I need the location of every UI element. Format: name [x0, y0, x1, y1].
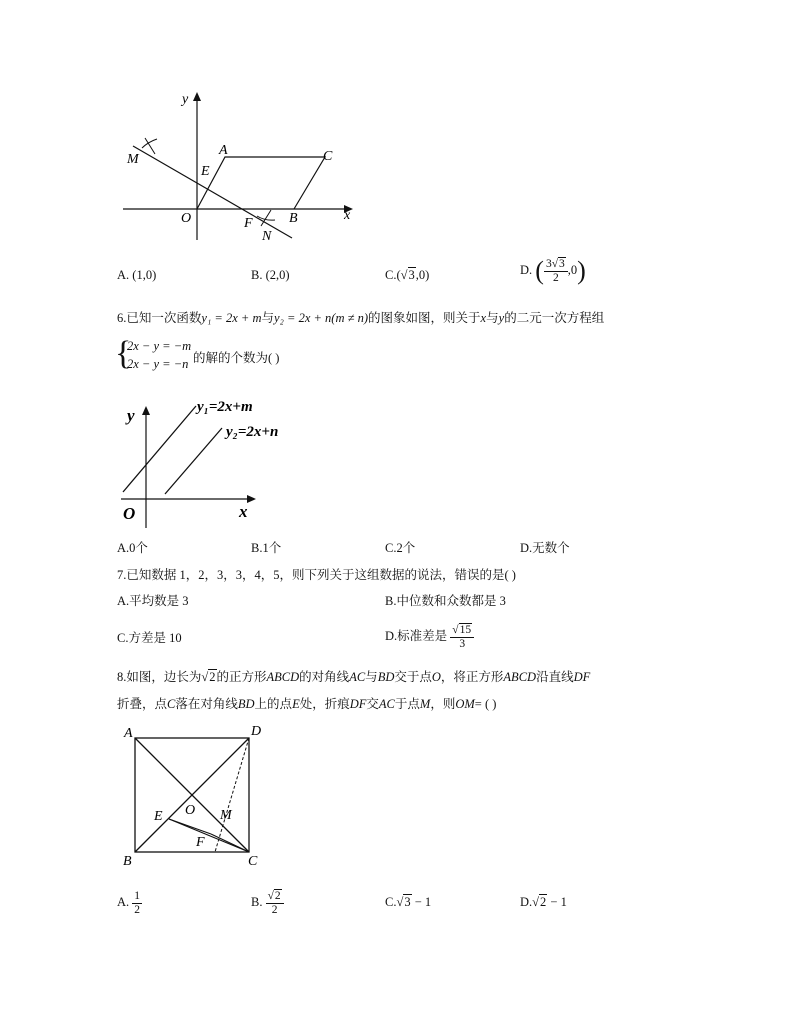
frac-root: 3 — [559, 257, 565, 270]
q5-option-c: C.(√3,0) — [385, 268, 430, 282]
label-m: M — [127, 152, 139, 167]
option-value: 1个 — [262, 541, 282, 555]
label-m: M — [220, 808, 232, 823]
q6-option-d — [520, 540, 570, 556]
label-b: B — [289, 211, 298, 226]
frac-den: 2 — [271, 903, 278, 916]
label-x: x — [344, 208, 351, 223]
y-axis-arrow — [142, 406, 150, 415]
system-eq-1: 2x − y = −m — [127, 339, 192, 353]
q8-stem-line1: 8.如图，边长为√2的正方形ABCD的对角线AC与BD交于点O，将正方形ABCD沿直线DF — [117, 670, 591, 684]
stem-text: 处，折痕 — [299, 697, 350, 711]
q5-figure — [115, 88, 365, 248]
equation-y2: y₂ = 2x + n(m ≠ n) — [274, 311, 369, 325]
label-o: O — [181, 211, 192, 226]
option-letter: B. — [251, 268, 263, 282]
x-axis-arrow — [247, 495, 256, 503]
option-fraction: $\frac{√2}{2}$ — [266, 890, 284, 917]
q6-stem-line1 — [117, 310, 604, 326]
q8-option-b — [251, 886, 284, 918]
q8-stem-line2 — [117, 696, 496, 712]
label-line1: y₁=2x+m — [197, 399, 253, 415]
line-df: DF — [349, 697, 367, 711]
q6-option-b — [251, 540, 281, 556]
option-letter: D. — [520, 541, 533, 555]
option-value: 无数个 — [532, 541, 570, 555]
label-b: B — [123, 854, 132, 869]
option-fraction — [132, 890, 142, 917]
option-letter: C. — [117, 631, 129, 645]
q5-option-d: D. ( $\frac{3√3}{2}$ ,0) — [520, 256, 586, 286]
line-y2 — [165, 428, 222, 494]
option-value: 方差是 10 — [128, 631, 182, 645]
stem-text: 与 — [261, 311, 274, 325]
system-tail: 的解的个数为( ) — [193, 351, 280, 365]
frac-root: 2 — [274, 889, 281, 902]
stem-text: 交 — [366, 697, 379, 711]
label-c: C — [248, 854, 258, 869]
system-eq-2: 2x − y = −n — [127, 357, 189, 371]
stem-root: 2 — [209, 670, 216, 684]
q8-option-c: C.√3 − 1 — [385, 895, 432, 909]
option-letter: D. — [520, 895, 533, 909]
square-name: ABCD — [266, 670, 300, 684]
stem-text: 沿直线 — [536, 670, 574, 684]
option-letter: B. — [385, 594, 397, 608]
var-x: x — [480, 311, 487, 325]
option-letter: A. — [117, 268, 130, 282]
option-value: 平均数是 3 — [129, 594, 189, 608]
q5-option-a — [117, 267, 156, 283]
label-n: N — [262, 229, 272, 244]
equation-y1: y₁ = 2x + m — [201, 311, 262, 325]
stem-text: 已知一次函数 — [126, 311, 202, 325]
option-value: 0个 — [129, 541, 148, 555]
line-mn — [133, 146, 292, 238]
option-fraction: $\frac{3√3}{2}$ — [544, 258, 568, 285]
option-rest: ,0) — [415, 268, 430, 282]
q7-option-b — [385, 593, 506, 609]
stem-text: 的图象如图，则关于 — [368, 311, 481, 325]
q6-option-a — [117, 540, 148, 556]
frac-den: 2 — [552, 271, 559, 284]
option-letter: A. — [117, 541, 130, 555]
option-root: 3 — [404, 895, 411, 909]
stem-text: = ( ) — [474, 697, 497, 711]
stem-text: 于点 — [394, 697, 420, 711]
stem-text: 落在对角线 — [175, 697, 238, 711]
system-brace: { — [115, 335, 132, 372]
option-letter: A. — [117, 895, 130, 909]
stem-text: ，则 — [430, 697, 456, 711]
option-letter: B. — [251, 895, 263, 909]
option-fraction: $\frac{√15}{3}$ — [450, 624, 474, 651]
option-letter: D. — [385, 629, 398, 643]
option-value: 标准差是 — [397, 629, 448, 643]
y-axis-arrow — [193, 92, 201, 101]
label-f: F — [244, 216, 253, 231]
label-c: C — [323, 149, 333, 164]
option-letter: A. — [117, 594, 130, 608]
label-y: y — [182, 92, 189, 107]
stem-text: ，将正方形 — [440, 670, 504, 684]
point-c: C — [167, 697, 176, 711]
label-origin: O — [123, 504, 136, 523]
q7-option-c — [117, 630, 182, 646]
segment-bd: BD — [377, 670, 395, 684]
stem-text: 与 — [486, 311, 499, 325]
stem-text: 与 — [365, 670, 378, 684]
point-o: O — [431, 670, 441, 684]
stem-text: 折叠，点 — [117, 697, 168, 711]
stem-text: 的二元一次方程组 — [504, 311, 605, 325]
label-d: D — [251, 724, 262, 739]
q6-graph — [115, 393, 315, 533]
option-value: (2,0) — [265, 268, 290, 282]
parallelogram-oacb — [197, 157, 325, 209]
frac-num: 1 — [134, 889, 141, 902]
point-e: E — [292, 697, 300, 711]
label-line2: y₂=2x+n — [226, 424, 279, 440]
frac-root: 15 — [459, 623, 472, 636]
stem-text: 交于点 — [394, 670, 432, 684]
option-letter: B. — [251, 541, 263, 555]
point-m: M — [419, 697, 431, 711]
option-letter: C. — [385, 268, 397, 282]
stem-text: 上的点 — [254, 697, 293, 711]
segment-ac: AC — [378, 697, 395, 711]
option-letter: C. — [385, 541, 397, 555]
option-letter: D. — [520, 263, 533, 277]
option-value: 2个 — [396, 541, 416, 555]
segment-om: OM — [455, 697, 475, 711]
square-name: ABCD — [503, 670, 537, 684]
arc-mark-m — [142, 138, 157, 154]
line-df: DF — [573, 670, 591, 684]
option-letter: C. — [385, 895, 397, 909]
option-rest: ,0 — [567, 263, 578, 277]
q7-option-a — [117, 593, 189, 609]
option-root: 3 — [408, 268, 415, 282]
segment-ac: AC — [349, 670, 366, 684]
segment-bd: BD — [237, 697, 255, 711]
label-e: E — [154, 809, 163, 824]
q8-option-a — [117, 886, 142, 918]
label-e: E — [201, 164, 210, 179]
stem-text: 8.如图，边长为 — [117, 670, 202, 684]
q7-stem: 7.已知数据 1，2，3，3，4，5，则下列关于这组数据的说法，错误的是( ) — [117, 568, 516, 582]
frac-den: 3 — [459, 637, 466, 650]
q5-option-b — [251, 267, 290, 283]
label-a: A — [219, 143, 228, 158]
question-number: 6. — [117, 311, 127, 325]
q7-option-d — [385, 620, 474, 652]
label-a: A — [124, 726, 133, 741]
q8-option-d: D.√2 − 1 — [520, 895, 567, 909]
option-paren: ( — [396, 268, 401, 282]
option-rest: − 1 — [414, 895, 432, 909]
q8-figure — [115, 722, 275, 872]
var-y: y — [498, 311, 505, 325]
option-value: 中位数和众数都是 3 — [396, 594, 506, 608]
segment-ec — [169, 819, 249, 852]
stem-text: 的正方形 — [216, 670, 267, 684]
label-o: O — [185, 803, 196, 818]
label-y: y — [127, 406, 135, 425]
label-x: x — [239, 502, 248, 521]
stem-text: 的对角线 — [299, 670, 350, 684]
segment-fc — [211, 834, 249, 852]
option-rest: − 1 — [550, 895, 567, 909]
label-f: F — [196, 835, 205, 850]
q6-option-c — [385, 540, 415, 556]
option-value: (1,0) — [132, 268, 157, 282]
frac-den: 2 — [134, 903, 141, 916]
option-root: 2 — [540, 895, 547, 909]
frac-coef: 3 — [545, 257, 552, 270]
